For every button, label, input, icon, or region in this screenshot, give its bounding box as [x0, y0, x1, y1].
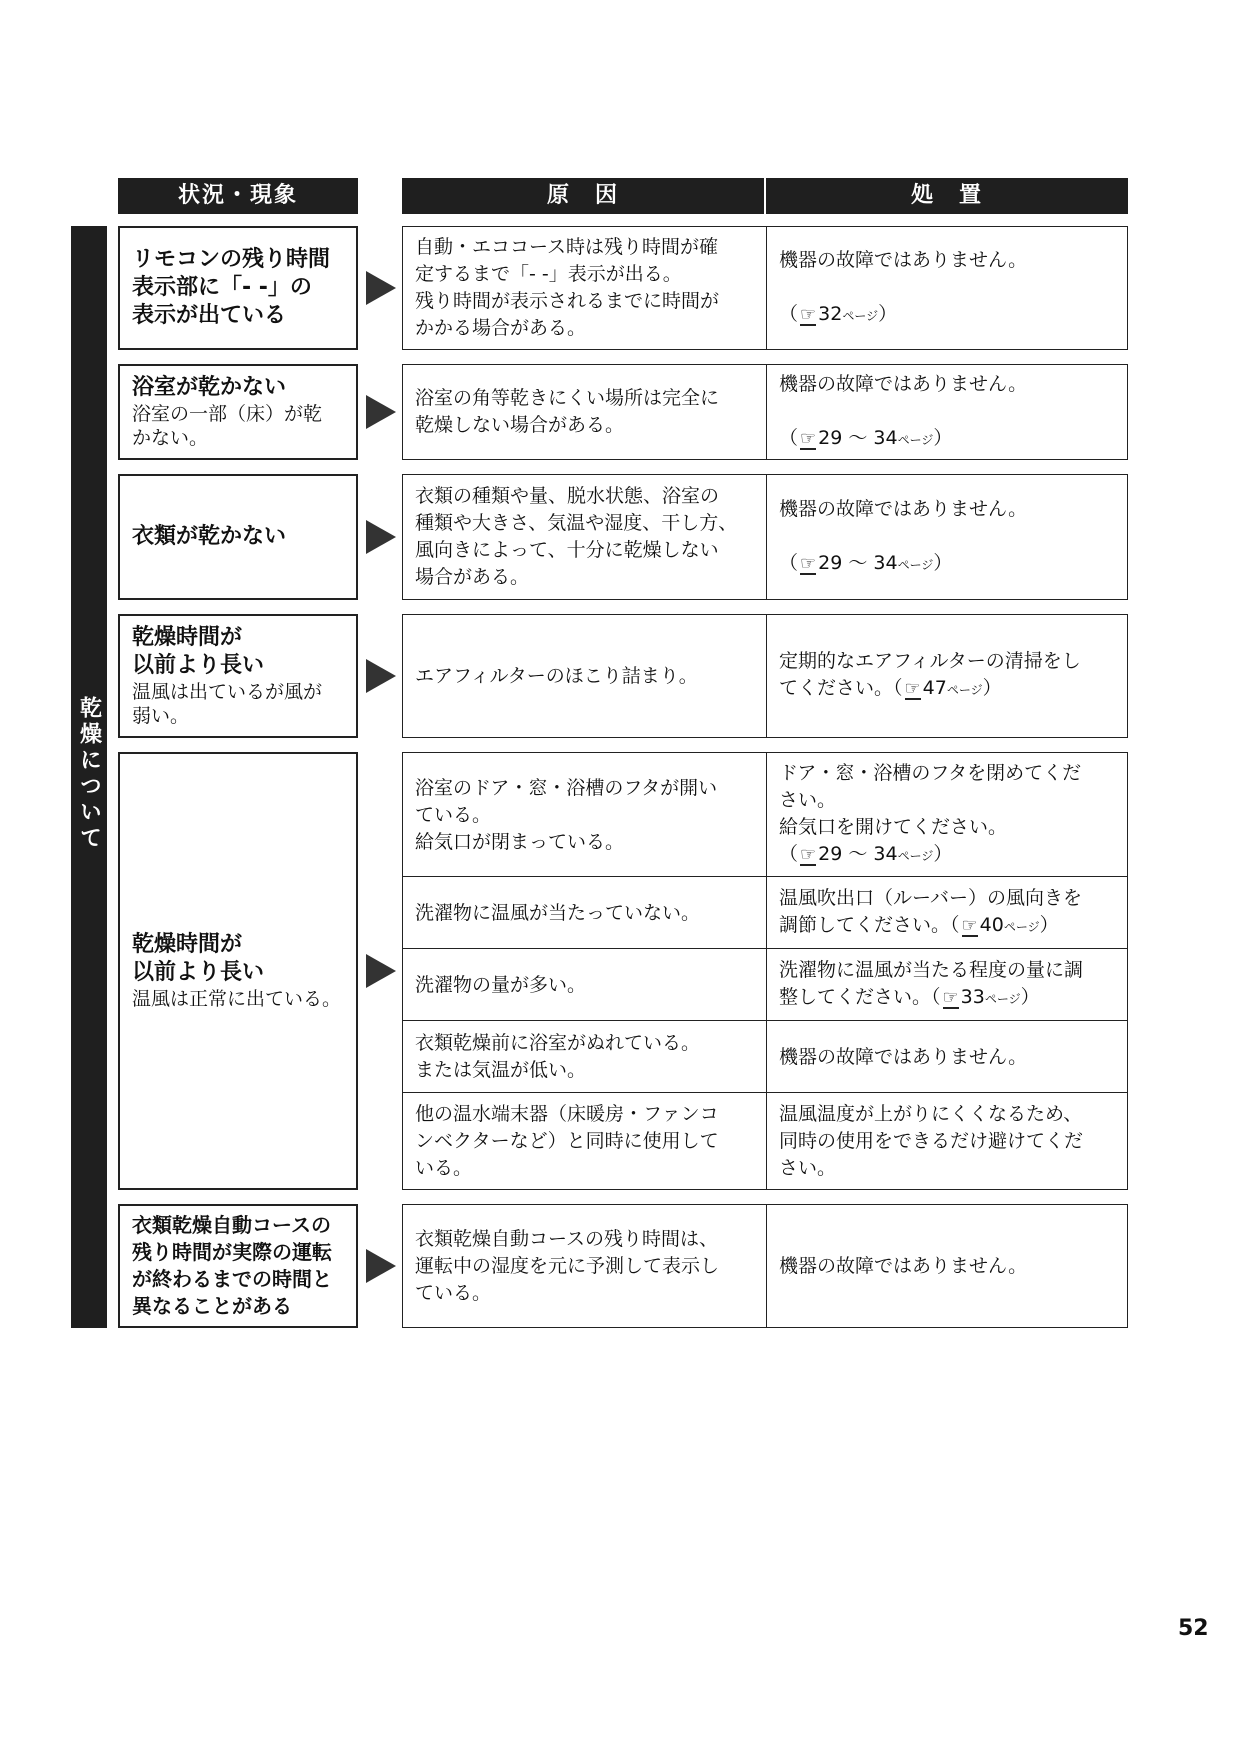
remedy-body: 洗濯物に温風が当たる程度の量に調 整してください。（ [779, 959, 1084, 1008]
arrow-icon [366, 395, 396, 429]
situation-box [118, 226, 358, 350]
ref-unit: ページ [897, 849, 934, 863]
remedy-cell [766, 948, 1128, 1022]
situation-title: 衣類が乾かない [132, 524, 287, 549]
remedy-cell [766, 364, 1128, 460]
sidebar-label: 乾燥について [76, 696, 102, 852]
situation-title: リモコンの残り時間 表示部に「- -」の 表示が出ている [132, 247, 331, 328]
cause-cell: 浴室の角等乾きにくい場所は完全に 乾燥しない場合がある。 [402, 364, 767, 460]
header-remedy: 処 置 [766, 178, 1128, 214]
ref-page: 32 [818, 302, 843, 325]
ref-close: ） [878, 302, 898, 325]
ref-close: ） [1039, 914, 1059, 936]
pointing-hand-icon: ☞ [800, 427, 817, 449]
ref-open: （ [779, 551, 799, 574]
ref-open: （ [779, 426, 799, 449]
ref-close: ） [933, 426, 953, 449]
cause-cell: 他の温水端末器（床暖房・ファンコ ンベクターなど）と同時に使用して いる。 [402, 1092, 767, 1190]
pointing-hand-icon: ☞ [800, 303, 817, 325]
cause-cell: エアフィルターのほこり詰まり。 [402, 614, 767, 738]
cause-cell: 衣類乾燥前に浴室がぬれている。 または気温が低い。 [402, 1020, 767, 1094]
situation-subtitle: 浴室の一部（床）が乾 かない。 [132, 403, 323, 449]
remedy-body: 定期的なエアフィルターの清掃をし てください。（ [779, 650, 1081, 699]
ref-page: 29 ～ 34 [818, 426, 898, 449]
header-cause: 原 因 [402, 178, 764, 214]
ref-close: ） [1020, 986, 1040, 1008]
remedy-body: ドア・窓・浴槽のフタを閉めてくだ さい。 給気口を開けてください。 （ [779, 762, 1082, 865]
pointing-hand-icon: ☞ [904, 678, 921, 699]
remedy-cell [766, 474, 1128, 600]
situation-box [118, 364, 358, 460]
situation-title: 衣類乾燥自動コースの 残り時間が実際の運転 が終わるまでの時間と 異なることがある [132, 1213, 332, 1318]
cause-cell: 洗濯物の量が多い。 [402, 948, 767, 1022]
pointing-hand-icon: ☞ [961, 915, 978, 936]
cause-cell: 自動・エココース時は残り時間が確 定するまで「- -」表示が出る。 残り時間が表示されるまでに時間が かかる場合がある。 [402, 226, 767, 350]
situation-title: 浴室が乾かない [132, 375, 287, 400]
situation-subtitle: 温風は正常に出ている。 [132, 988, 342, 1010]
remedy-cell [766, 614, 1128, 738]
arrow-icon [366, 520, 396, 554]
ref-unit: ページ [946, 683, 983, 697]
situation-subtitle: 温風は出ているが風が 弱い。 [132, 681, 323, 727]
cause-cell: 洗濯物に温風が当たっていない。 [402, 876, 767, 950]
remedy-text: 機器の故障ではありません。 [779, 497, 1028, 520]
situation-box [118, 614, 358, 738]
remedy-cell: 機器の故障ではありません。 [766, 1204, 1128, 1328]
ref-close: ） [933, 843, 953, 865]
remedy-cell: 機器の故障ではありません。 [766, 1020, 1128, 1094]
remedy-text: 機器の故障ではありません。 [779, 248, 1028, 271]
ref-page: 33 [960, 986, 985, 1008]
situation-box [118, 1204, 358, 1328]
cause-cell: 衣類の種類や量、脱水状態、浴室の 種類や大きさ、気温や湿度、干し方、 風向きによって、十分に乾燥しない 場合がある。 [402, 474, 767, 600]
situation-title: 乾燥時間が 以前より長い [132, 625, 265, 678]
header-situation: 状況・現象 [118, 178, 358, 214]
ref-page: 29 ～ 34 [818, 843, 898, 865]
arrow-icon [366, 271, 396, 305]
ref-open: （ [779, 302, 799, 325]
situation-box [118, 474, 358, 600]
pointing-hand-icon: ☞ [942, 987, 959, 1008]
pointing-hand-icon: ☞ [800, 552, 817, 574]
page-reference [779, 550, 1027, 579]
remedy-text [779, 957, 1083, 1013]
cause-cell: 浴室のドア・窓・浴槽のフタが開い ている。 給気口が閉まっている。 [402, 752, 767, 878]
remedy-cell [766, 876, 1128, 950]
ref-page: 47 [922, 677, 947, 699]
situation-box [118, 752, 358, 1190]
ref-page: 29 ～ 34 [818, 551, 898, 574]
page-reference [779, 425, 1027, 454]
arrow-icon [366, 1249, 396, 1283]
ref-close: ） [933, 551, 953, 574]
ref-close: ） [982, 677, 1002, 699]
ref-unit: ページ [842, 308, 879, 323]
arrow-icon [366, 659, 396, 693]
remedy-text [779, 760, 1081, 870]
section-sidebar [71, 226, 107, 1328]
page-number: 52 [1178, 1616, 1209, 1641]
remedy-text [779, 648, 1081, 704]
cause-cell: 衣類乾燥自動コースの残り時間は、 運転中の湿度を元に予測して表示し ている。 [402, 1204, 767, 1328]
remedy-text: 機器の故障ではありません。 [779, 372, 1028, 395]
page-reference [779, 301, 1027, 330]
remedy-cell [766, 752, 1128, 878]
remedy-text [779, 885, 1082, 941]
situation-title: 乾燥時間が 以前より長い [132, 932, 265, 985]
ref-unit: ページ [897, 432, 934, 447]
remedy-cell: 温風温度が上がりにくくなるため、 同時の使用をできるだけ避けてくだ さい。 [766, 1092, 1128, 1190]
ref-unit: ページ [984, 992, 1021, 1006]
pointing-hand-icon: ☞ [800, 844, 817, 865]
ref-page: 40 [979, 914, 1004, 936]
arrow-icon [366, 954, 396, 988]
remedy-cell [766, 226, 1128, 350]
remedy-body: 温風吹出口（ルーバー）の風向きを 調節してください。（ [779, 887, 1083, 936]
ref-unit: ページ [1003, 920, 1040, 934]
ref-unit: ページ [897, 557, 934, 572]
